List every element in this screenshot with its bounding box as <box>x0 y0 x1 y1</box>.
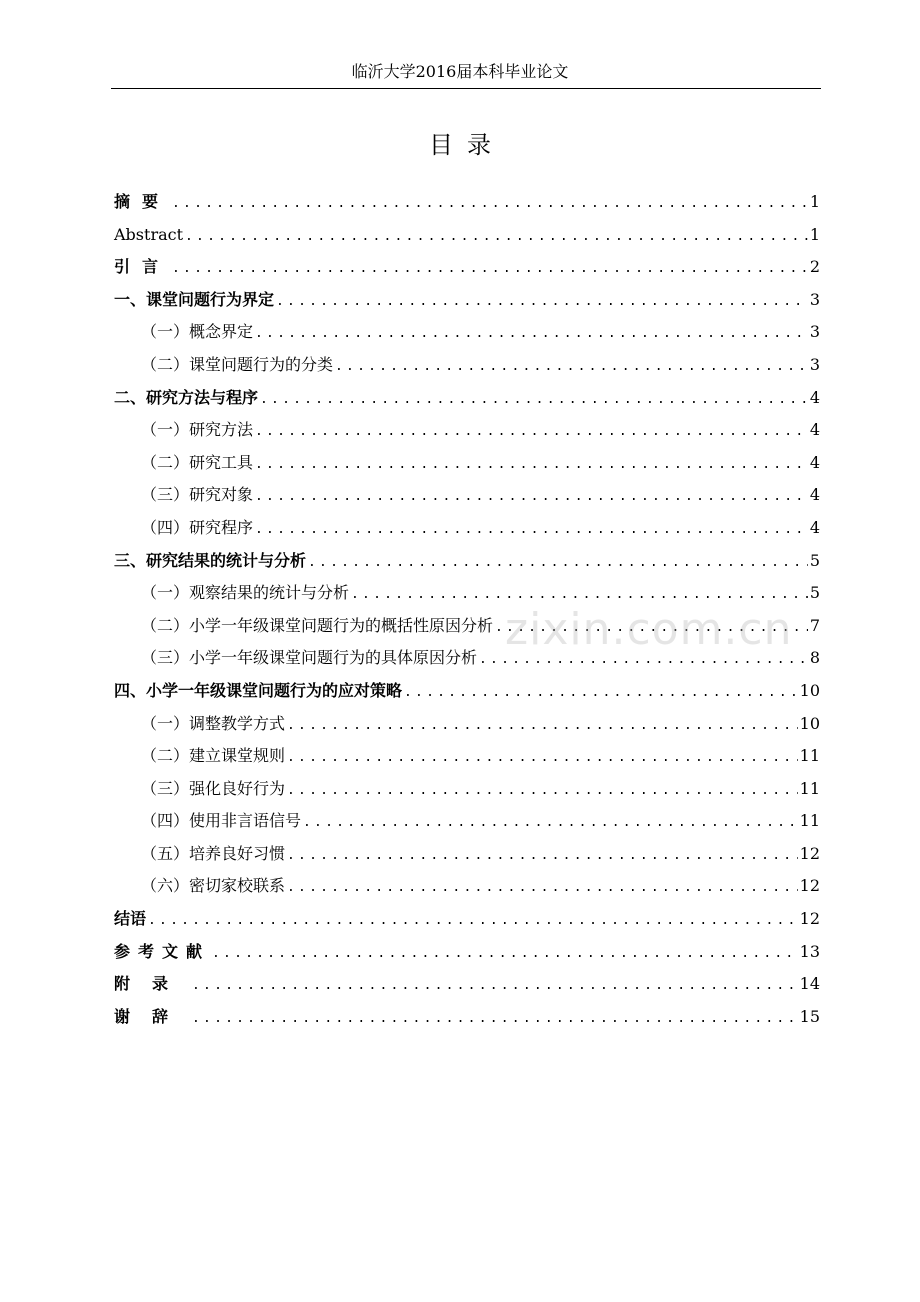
toc-entry-label: （一）调整教学方式 <box>141 713 286 733</box>
toc-entry-page: 3 <box>809 289 820 309</box>
toc-entry[interactable] <box>114 903 820 936</box>
toc-entry-page: 12 <box>799 843 820 863</box>
toc-leader <box>185 221 808 253</box>
toc-entry[interactable] <box>114 773 820 806</box>
toc-entry[interactable] <box>114 675 820 708</box>
toc-entry-page: 10 <box>799 680 820 700</box>
toc-leader <box>287 840 798 872</box>
toc-entry-label: （一）研究方法 <box>141 420 254 440</box>
toc-leader <box>351 579 808 611</box>
toc-entry-label: 参考文献 <box>114 941 211 961</box>
toc-entry[interactable] <box>114 186 820 219</box>
toc-leader <box>192 1003 798 1035</box>
toc-entry-label: （一）观察结果的统计与分析 <box>141 583 350 603</box>
toc-entry-page: 7 <box>809 615 820 635</box>
toc-entry[interactable] <box>114 1001 820 1034</box>
toc-entry-label: Abstract <box>114 224 184 244</box>
toc-entry[interactable] <box>114 740 820 773</box>
toc-leader <box>335 351 808 383</box>
toc-entry[interactable] <box>114 219 820 252</box>
toc-leader <box>212 938 798 970</box>
toc-entry[interactable] <box>114 805 820 838</box>
toc-entry[interactable] <box>114 610 820 643</box>
toc-leader <box>172 253 808 285</box>
toc-entry-page: 12 <box>799 909 820 929</box>
toc-leader <box>287 710 798 742</box>
toc-entry[interactable] <box>114 968 820 1001</box>
toc-entry[interactable] <box>114 545 820 578</box>
toc-entry-label: 附录 <box>114 974 191 994</box>
toc-entry-page: 4 <box>809 485 820 505</box>
toc-entry[interactable] <box>114 382 820 415</box>
toc-leader <box>192 970 798 1002</box>
toc-entry-page: 2 <box>809 257 820 277</box>
toc-entry-page: 4 <box>809 517 820 537</box>
toc-entry[interactable] <box>114 447 820 480</box>
toc-leader <box>255 481 808 513</box>
toc-leader <box>404 677 798 709</box>
toc-leader <box>255 318 808 350</box>
toc-leader <box>308 547 808 579</box>
toc-entry-page: 1 <box>809 224 820 244</box>
toc-entry[interactable] <box>114 512 820 545</box>
toc-entry-label: 三、研究结果的统计与分析 <box>114 550 307 570</box>
toc-leader <box>479 644 808 676</box>
toc-leader <box>287 742 798 774</box>
toc-leader <box>255 514 808 546</box>
toc-entry-label: 谢辞 <box>114 1006 191 1026</box>
toc-entry[interactable] <box>114 642 820 675</box>
toc-entry[interactable] <box>114 479 820 512</box>
toc-leader <box>148 905 798 937</box>
toc-entry[interactable] <box>114 577 820 610</box>
toc-entry-label: 摘要 <box>114 192 171 211</box>
toc-entry-page: 12 <box>799 876 820 896</box>
toc-entry-page: 11 <box>799 778 820 798</box>
toc-entry-label: 结语 <box>114 909 147 929</box>
toc-entry-page: 3 <box>809 354 820 374</box>
toc-entry-label: （一）概念界定 <box>141 322 254 342</box>
toc-leader <box>172 188 808 220</box>
table-of-contents <box>114 186 820 1033</box>
toc-entry-label: 四、小学一年级课堂问题行为的应对策略 <box>114 680 403 700</box>
toc-leader <box>260 384 808 416</box>
toc-entry-label: （二）建立课堂规则 <box>141 746 286 766</box>
toc-entry-page: 10 <box>799 713 820 733</box>
toc-entry-label: （二）小学一年级课堂问题行为的概括性原因分析 <box>141 615 494 635</box>
toc-entry-page: 13 <box>799 941 820 961</box>
page-header: 临沂大学2016届本科毕业论文 <box>351 62 569 81</box>
toc-leader <box>495 612 808 644</box>
toc-leader <box>276 286 808 318</box>
toc-entry[interactable] <box>114 316 820 349</box>
toc-entry-label: （六）密切家校联系 <box>141 876 286 896</box>
toc-entry-page: 4 <box>809 420 820 440</box>
toc-entry-page: 3 <box>809 322 820 342</box>
toc-leader <box>303 807 798 839</box>
toc-entry-label: （四）使用非言语信号 <box>141 811 302 831</box>
toc-leader <box>255 449 808 481</box>
toc-leader <box>255 416 808 448</box>
toc-entry[interactable] <box>114 251 820 284</box>
toc-entry-page: 1 <box>809 192 820 211</box>
toc-entry-page: 4 <box>809 452 820 472</box>
toc-entry[interactable] <box>114 936 820 969</box>
toc-entry[interactable] <box>114 284 820 317</box>
toc-entry-label: （三）研究对象 <box>141 485 254 505</box>
toc-entry-page: 15 <box>799 1006 820 1026</box>
toc-entry-label: 引言 <box>114 257 171 277</box>
toc-entry-label: （二）课堂问题行为的分类 <box>141 354 334 374</box>
toc-entry[interactable] <box>114 414 820 447</box>
toc-entry-page: 11 <box>799 746 820 766</box>
toc-entry-page: 14 <box>799 974 820 994</box>
toc-entry-page: 11 <box>799 811 820 831</box>
toc-entry-label: （三）强化良好行为 <box>141 778 286 798</box>
toc-leader <box>287 775 798 807</box>
toc-entry[interactable] <box>114 838 820 871</box>
toc-entry[interactable] <box>114 349 820 382</box>
toc-entry-label: 一、课堂问题行为界定 <box>114 289 275 309</box>
toc-entry-label: （二）研究工具 <box>141 452 254 472</box>
toc-entry-label: 二、研究方法与程序 <box>114 387 259 407</box>
toc-entry-label: （四）研究程序 <box>141 517 254 537</box>
toc-entry-label: （三）小学一年级课堂问题行为的具体原因分析 <box>141 648 478 668</box>
toc-leader <box>287 872 798 904</box>
toc-entry[interactable] <box>114 870 820 903</box>
page-title: 目录 <box>429 131 505 159</box>
toc-entry-page: 5 <box>809 583 820 603</box>
header-divider <box>111 88 821 89</box>
toc-entry-page: 4 <box>809 387 820 407</box>
toc-entry[interactable] <box>114 708 820 741</box>
toc-entry-label: （五）培养良好习惯 <box>141 843 286 863</box>
toc-entry-page: 8 <box>809 648 820 668</box>
watermark: zixin.com.cn <box>505 604 793 655</box>
toc-entry-page: 5 <box>809 550 820 570</box>
